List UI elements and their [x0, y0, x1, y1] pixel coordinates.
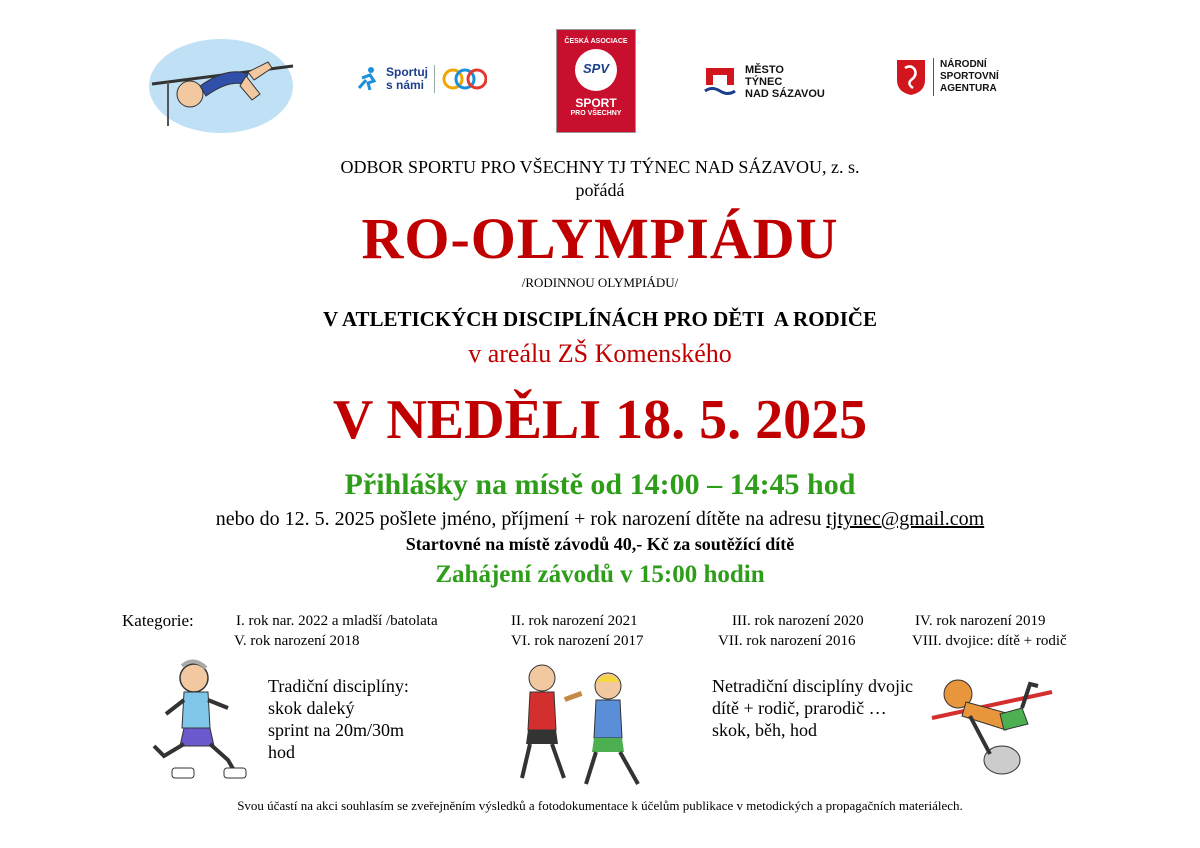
- traditional-disciplines: [268, 675, 409, 763]
- tynec-emblem-icon: [703, 65, 737, 99]
- category-item: VII. rok narození 2016: [718, 633, 856, 649]
- tynec-line1: MĚSTO: [745, 64, 784, 76]
- nontraditional-item: skok, běh, hod: [712, 720, 817, 740]
- category-item: II. rok narození 2021: [511, 613, 638, 629]
- category-item: III. rok narození 2020: [732, 613, 864, 629]
- cos-rings-icon: [441, 66, 487, 92]
- ceska-asociace-spv-logo: [556, 29, 636, 133]
- traditional-item: skok daleký: [268, 698, 355, 718]
- casv-circle: [575, 49, 617, 91]
- nsa-line2: SPORTOVNÍ: [940, 71, 999, 82]
- nontraditional-disciplines: [712, 675, 913, 741]
- nsa-line3: AGENTURA: [940, 83, 997, 94]
- footer-consent: Svou účastí na akci souhlasím se zveřejněním výsledků a fotodokumentace k účelům publikace v metodických a propagačních materiálech.: [237, 798, 963, 813]
- registration-onsite: Přihlášky na místě od 14:00 – 14:45 hod: [344, 468, 856, 501]
- traditional-item: hod: [268, 742, 295, 762]
- event-date: V NEDĚLI 18. 5. 2025: [332, 389, 868, 451]
- category-item: V. rok narození 2018: [234, 633, 360, 649]
- czech-lion-icon: [895, 58, 927, 96]
- disciplines-heading: V ATLETICKÝCH DISCIPLÍNÁCH PRO DĚTI A RODIČE: [322, 307, 878, 331]
- traditional-title: Tradiční disciplíny:: [268, 676, 409, 696]
- sportuj-line2: s námi: [386, 78, 425, 92]
- long-jumper-illustration: [930, 664, 1054, 780]
- casv-pro-text: PRO VŠECHNY: [570, 110, 622, 117]
- category-item: VI. rok narození 2017: [511, 633, 644, 649]
- categories-label: Kategorie:: [122, 611, 194, 630]
- tynec-line2: TÝNEC: [745, 76, 783, 88]
- venue: v areálu ZŠ Komenského: [468, 339, 732, 368]
- sportuj-line1: Sportuj: [386, 65, 428, 79]
- tynec-line3: NAD SÁZAVOU: [745, 88, 825, 100]
- high-jump-illustration: [148, 36, 294, 134]
- traditional-item: sprint na 20m/30m: [268, 720, 404, 740]
- registration-email-line: [0, 508, 1200, 531]
- casv-mark: SPV: [582, 61, 609, 76]
- registration-line-text: nebo do 12. 5. 2025 pošlete jméno, příjmení + rok narození dítěte na adresu: [215, 508, 827, 530]
- casv-top-text: ČESKÁ ASOCIACE: [564, 38, 628, 45]
- email-link[interactable]: tjtynec@gmail.com: [826, 508, 985, 530]
- event-title: RO-OLYMPIÁDU: [361, 206, 839, 271]
- mesto-tynec-logo: [703, 60, 843, 104]
- category-item: I. rok nar. 2022 a mladší /batolata: [236, 613, 438, 629]
- category-item: VIII. dvojice: dítě + rodič: [912, 633, 1067, 649]
- nontraditional-item: dítě + rodič, prarodič …: [712, 698, 887, 718]
- event-subtitle: /RODINNOU OLYMPIÁDU/: [521, 275, 679, 290]
- narodni-sportovni-agentura-logo: [895, 55, 1025, 99]
- nsa-separator: [933, 58, 934, 96]
- old-runner-illustration: [144, 656, 252, 784]
- nontraditional-title: Netradiční disciplíny dvojic: [712, 676, 913, 696]
- category-item: IV. rok narození 2019: [915, 613, 1046, 629]
- sportuj-s-nami-logo: [356, 62, 496, 96]
- logo-separator: [434, 65, 435, 93]
- relay-runners-illustration: [508, 660, 658, 792]
- nsa-line1: NÁRODNÍ: [940, 59, 987, 70]
- entry-fee: Startovné na místě závodů 40,- Kč za soutěžící dítě: [405, 534, 795, 554]
- casv-sport-text: SPORT: [575, 96, 617, 110]
- start-time: Zahájení závodů v 15:00 hodin: [435, 561, 765, 588]
- organizer: ODBOR SPORTU PRO VŠECHNY TJ TÝNEC NAD SÁZAVOU, z. s.: [340, 157, 860, 177]
- runner-icon: [356, 66, 380, 92]
- porada: pořádá: [575, 180, 625, 200]
